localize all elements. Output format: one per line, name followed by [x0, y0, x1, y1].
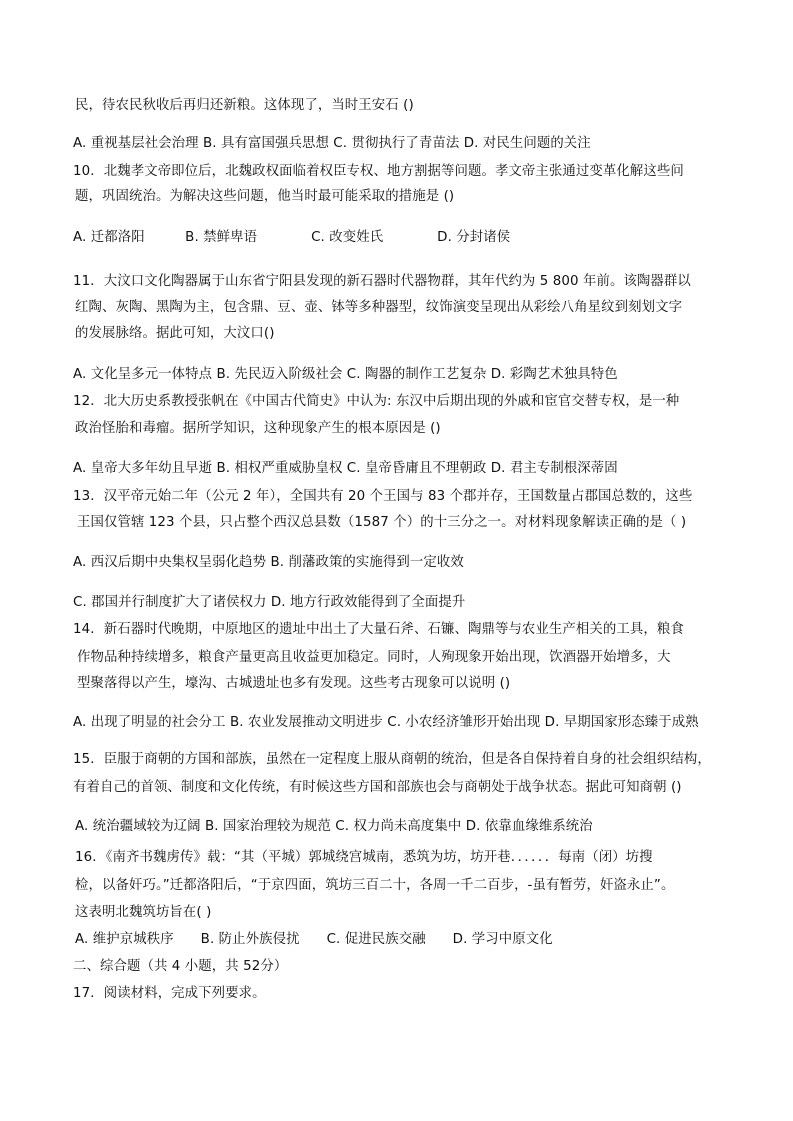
- q10-stem-line2: 题，巩固统治。为解决这些问题，他当时最可能采取的措施是 (): [75, 189, 455, 204]
- q16-options: A. 维护京城秩序 B. 防止外族侵扰 C. 促进民族交融 D. 学习中原文化: [75, 932, 553, 947]
- q17-stem: 17．阅读材料，完成下列要求。: [73, 986, 266, 1001]
- q16-stem-line1: 16．《南齐书魏虏传》载：“其（平城）郭城绕宫城南，悉筑为坊，坊开巷．．．．．．每南（闭）坊搜: [75, 850, 653, 865]
- q14-stem-line3: 型聚落得以产生，壕沟、古城遗址也多有发现。这些考古现象可以说明 (): [77, 676, 511, 691]
- q12-options: A. 皇帝大多年幼且早逝 B. 相权严重威胁皇权 C. 皇帝昏庸且不理朝政 D. 君主专制根深蒂固: [73, 461, 618, 476]
- q13-stem-line1: 13．汉平帝元始二年（公元 2 年），全国共有 20 个王国与 83 个郡并存，王国数量占郡国总数的，这些: [73, 489, 693, 504]
- q9-options: A. 重视基层社会治理 B. 具有富国强兵思想 C. 贯彻执行了青苗法 D. 对民生问题的关注: [73, 136, 591, 151]
- section-heading-comprehensive: 二、综合题（共 4 小题，共 52分）: [73, 959, 288, 974]
- q16-stem-line2: 检，以备奸巧。”迁都洛阳后，“于京四面，筑坊三百二十，各周一千二百步，-虽有暂劳，奸盗永止”。: [75, 878, 675, 893]
- q13-stem-line2: 王国仅管辖 123 个县，只占整个西汉总县数（1587 个）的十三分之一。对材料现象解读正确的是（ ): [77, 515, 687, 530]
- q9-stem-end: 民，待农民秋收后再归还新粮。这体现了，当时王安石 (): [75, 98, 414, 113]
- q11-stem-line1: 11．大汶口文化陶器属于山东省宁阳县发现的新石器时代器物群，其年代约为 5 800 年前。该陶器群以: [73, 274, 691, 289]
- q11-stem-line2: 红陶、灰陶、黑陶为主，包含鼎、豆、壶、钵等多种器型，纹饰演变呈现出从彩绘八角星纹到刻划文字: [75, 300, 683, 315]
- q12-stem-line1: 12．北大历史系教授张帆在《中国古代简史》中认为: 东汉中后期出现的外戚和宦官交替专权，是一种: [73, 394, 680, 409]
- q14-options: A. 出现了明显的社会分工 B. 农业发展推动文明进步 C. 小农经济雏形开始出现 D. 早期国家形态臻于成熟: [73, 715, 699, 730]
- q15-stem-line1: 15．臣服于商朝的方国和部族，虽然在一定程度上服从商朝的统治，但是各自保持着自身的社会组织结构，: [73, 752, 711, 767]
- q10-stem-line1: 10．北魏孝文帝即位后，北魏政权面临着权臣专权、地方割据等问题。孝文帝主张通过变革化解这些问: [73, 164, 684, 179]
- q10-options: A. 迁都洛阳 B. 禁鲜卑语 C. 改变姓氏 D. 分封诸侯: [73, 230, 511, 245]
- q11-stem-line3: 的发展脉络。据此可知，大汶口(): [75, 326, 275, 341]
- q16-stem-line3: 这表明北魏筑坊旨在( ): [75, 905, 212, 920]
- q13-options-line1: A. 西汉后期中央集权呈弱化趋势 B. 削藩政策的实施得到一定收效: [73, 555, 464, 570]
- q11-options: A. 文化呈多元一体特点 B. 先民迈入阶级社会 C. 陶器的制作工艺复杂 D. 彩陶艺术独具特色: [73, 367, 618, 382]
- q15-stem-line2: 有着自己的首领、制度和文化传统，有时候这些方国和部族也会与商朝处于战争状态。据此可知商朝 (): [73, 780, 682, 795]
- q13-options-line2: C. 郡国并行制度扩大了诸侯权力 D. 地方行政效能得到了全面提升: [73, 595, 466, 610]
- q14-stem-line2: 作物品种持续增多，粮食产量更高且收益更加稳定。同时，人殉现象开始出现，饮酒器开始增多，大: [77, 650, 671, 665]
- q14-stem-line1: 14．新石器时代晚期，中原地区的遗址中出土了大量石斧、石镰、陶鼎等与农业生产相关的工具，粮食: [73, 622, 684, 637]
- q15-options: A. 统治疆域较为辽阔 B. 国家治理较为规范 C. 权力尚未高度集中 D. 依靠血缘维系统治: [75, 819, 593, 834]
- q12-stem-line2: 政治怪胎和毒瘤。据所学知识，这种现象产生的根本原因是 (): [75, 421, 441, 436]
